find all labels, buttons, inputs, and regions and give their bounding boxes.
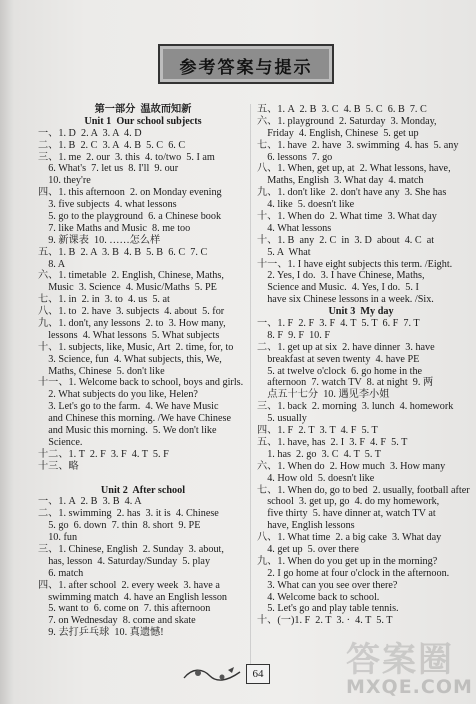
answer-line: 一、1. D 2. A 3. A 4. D <box>38 127 142 139</box>
answer-line: has, lesson 4. Saturday/Sunday 5. play <box>38 555 211 567</box>
answer-line: 六、1. timetable 2. English, Chinese, Maths, <box>38 270 224 282</box>
answer-line: school 3. get up, go 4. do my homework, <box>257 496 440 508</box>
answer-line: and Chinese this morning. /We have Chinese <box>38 413 231 425</box>
answer-line: 7. on Wednesday 8. come and skate <box>38 615 196 627</box>
answer-line: Maths, English 3. What day 4. match <box>257 175 424 187</box>
page-number: 64 <box>246 664 270 684</box>
answer-line: 十、1. B any 2. C in 3. D about 4. C at <box>257 234 435 246</box>
answer-line: 十、1. subjects, like, Music, Art 2. time, for, to <box>38 341 234 353</box>
answer-line: 10. fun <box>38 532 78 544</box>
answer-line: 四、1. F 2. T 3. T 4. F 5. T <box>257 425 378 437</box>
answer-line: 6. lessons 7. go <box>257 151 333 163</box>
answer-line: 四、1. after school 2. every week 3. have a <box>38 579 220 591</box>
answer-line: 5. want to 6. come on 7. this afternoon <box>38 603 211 615</box>
answer-line: 十三、略 <box>38 460 79 472</box>
answer-line: Science. <box>38 436 83 448</box>
section-heading: Unit 1 Our school subjects <box>84 115 202 127</box>
section-heading: Unit 2 After school <box>100 484 186 496</box>
answer-line: 3. What can you see over there? <box>257 579 398 591</box>
section-heading: 第一部分 温故而知新 <box>94 104 192 115</box>
answer-line: 6. match <box>38 567 84 579</box>
answer-line: 7. like Maths and Music 8. me too <box>38 222 191 234</box>
answer-line: swimming match 4. have an English lesson <box>38 591 228 603</box>
answer-line: 4. How old 5. doesn't like <box>257 472 375 484</box>
answer-line: 三、1. back 2. morning 3. lunch 4. homework <box>257 401 454 413</box>
answer-line: 六、1. When do 2. How much 3. How many <box>257 460 446 472</box>
answer-line: 十、(一)1. F 2. T 3. · 4. T 5. T <box>257 615 393 627</box>
watermark-domain: MXQE.COM <box>346 676 473 698</box>
answer-line: 5. at twelve o'clock 6. go home in the <box>257 365 423 377</box>
answer-line: 1. has 2. go 3. C 4. T 5. T <box>257 448 381 460</box>
answer-line: have, English lessons <box>257 520 355 532</box>
answer-line: 5. A What <box>257 246 311 258</box>
answer-line: 6. What's 7. let us 8. I'll 9. our <box>38 163 179 175</box>
answer-line: 七、1. have 2. have 3. swimming 4. has 5. any <box>257 139 459 151</box>
answer-line: 5. go to the playground 6. a Chinese book <box>38 211 222 223</box>
answer-line: 二、1. get up at six 2. have dinner 3. have <box>257 341 435 353</box>
left-answer-column <box>38 104 248 639</box>
answer-line: 点五十七分 10. 遇见李小姐 <box>257 389 390 401</box>
page-title: 参考答案与提示 <box>179 58 313 78</box>
answer-line: 八、1. to 2. have 3. subjects 4. about 5. for <box>38 306 225 318</box>
title-banner <box>158 44 334 84</box>
answer-line: 七、1. When do, go to bed 2. usually, football after <box>257 484 470 496</box>
answer-line: 三、1. me 2. our 3. this 4. to/two 5. I am <box>38 151 215 163</box>
answer-line: lessons 4. What lessons 5. What subjects <box>38 329 220 341</box>
answer-line: 一、1. A 2. B 3. B 4. A <box>38 496 142 508</box>
answer-line: 2. What subjects do you like, Helen? <box>38 389 198 401</box>
answer-line: 二、1. B 2. C 3. A 4. B 5. C 6. C <box>38 139 186 151</box>
answer-line: 四、1. this afternoon 2. on Monday evening <box>38 187 222 199</box>
answer-line: 3. Let's go to the farm. 4. We have Music <box>38 401 219 413</box>
right-answer-column <box>257 104 470 627</box>
answer-line: five thirty 5. have dinner at, watch TV at <box>257 508 436 520</box>
answer-line: breakfast at seven twenty 4. have PE <box>257 353 420 365</box>
answer-line: 4. get up 5. over there <box>257 543 359 555</box>
answer-line: 4. Welcome back to school. <box>257 591 380 603</box>
answer-line: 九、1. When do you get up in the morning? <box>257 555 438 567</box>
answer-line: 4. What lessons <box>257 222 332 234</box>
answer-line: 八、1. When, get up, at 2. What lessons, have, <box>257 163 451 175</box>
answer-line: 2. I go home at four o'clock in the afternoon. <box>257 567 450 579</box>
answer-line: Music 3. Science 4. Music/Maths 5. PE <box>38 282 217 294</box>
answer-line: 六、1. playground 2. Saturday 3. Monday, <box>257 115 437 127</box>
answer-line: 3. Science, fun 4. What subjects, this, We, <box>38 353 222 365</box>
answer-line: 一、1. F 2. F 3. F 4. T 5. T 6. F 7. T <box>257 318 420 330</box>
footer-ornament-icon <box>182 664 244 684</box>
answer-line: 十一、1. Welcome back to school, boys and girls. <box>38 377 244 389</box>
answer-line: 九、1. don't like 2. don't have any 3. She has <box>257 187 447 199</box>
answer-line: 10. they're <box>38 175 91 187</box>
answer-line: 三、1. Chinese, English 2. Sunday 3. about, <box>38 543 224 555</box>
answer-line: 五、1. B 2. A 3. B 4. B 5. B 6. C 7. C <box>38 246 208 258</box>
answer-line: Science and Music. 4. Yes, I do. 5. I <box>257 282 419 294</box>
answer-line: 4. like 5. doesn't like <box>257 199 355 211</box>
watermark-logo: 答案圈 <box>346 640 454 680</box>
answer-line: 3. five subjects 4. what lessons <box>38 199 177 211</box>
answer-line: Friday 4. English, Chinese 5. get up <box>257 127 419 139</box>
answer-line: 8. A <box>38 258 66 270</box>
answer-line: have six Chinese lessons in a week. /Six. <box>257 294 434 306</box>
answer-line: 五、1. A 2. B 3. C 4. B 5. C 6. B 7. C <box>257 104 427 115</box>
page-gutter-shadow <box>0 0 14 704</box>
answer-line <box>38 473 248 485</box>
answer-line: 5. Let's go and play table tennis. <box>257 603 399 615</box>
answer-line: 9. 新课表 10. ……怎么样 <box>38 234 161 246</box>
answer-line: 二、1. swimming 2. has 3. it is 4. Chinese <box>38 508 219 520</box>
answer-line: 十二、1. T 2. F 3. F 4. T 5. F <box>38 448 169 460</box>
answer-line: 十一、1. I have eight subjects this term. /Eight. <box>257 258 453 270</box>
answer-line: 2. Yes, I do. 3. I have Chinese, Maths, <box>257 270 425 282</box>
answer-line: 5. go 6. down 7. thin 8. short 9. PE <box>38 520 201 532</box>
answer-line: and Music this morning. 5. We don't like <box>38 425 217 437</box>
section-heading: Unit 3 My day <box>328 306 394 318</box>
answer-line: 8. F 9. F 10. F <box>257 329 331 341</box>
answer-line: 七、1. in 2. in 3. to 4. us 5. at <box>38 294 170 306</box>
answer-line: 9. 去打乒乓球 10. 真遗憾! <box>38 627 164 639</box>
answer-line: 五、1. have, has 2. I 3. F 4. F 5. T <box>257 436 408 448</box>
answer-line: 十、1. When do 2. What time 3. What day <box>257 211 437 223</box>
answer-line: Maths, Chinese 5. don't like <box>38 365 165 377</box>
answer-line: 九、1. don't, any lessons 2. to 3. How many, <box>38 318 226 330</box>
column-divider <box>250 104 251 664</box>
answer-line: 5. usually <box>257 413 307 425</box>
answer-line: afternoon 7. watch TV 8. at night 9. 两 <box>257 377 434 389</box>
answer-line: 八、1. What time 2. a big cake 3. What day <box>257 532 442 544</box>
